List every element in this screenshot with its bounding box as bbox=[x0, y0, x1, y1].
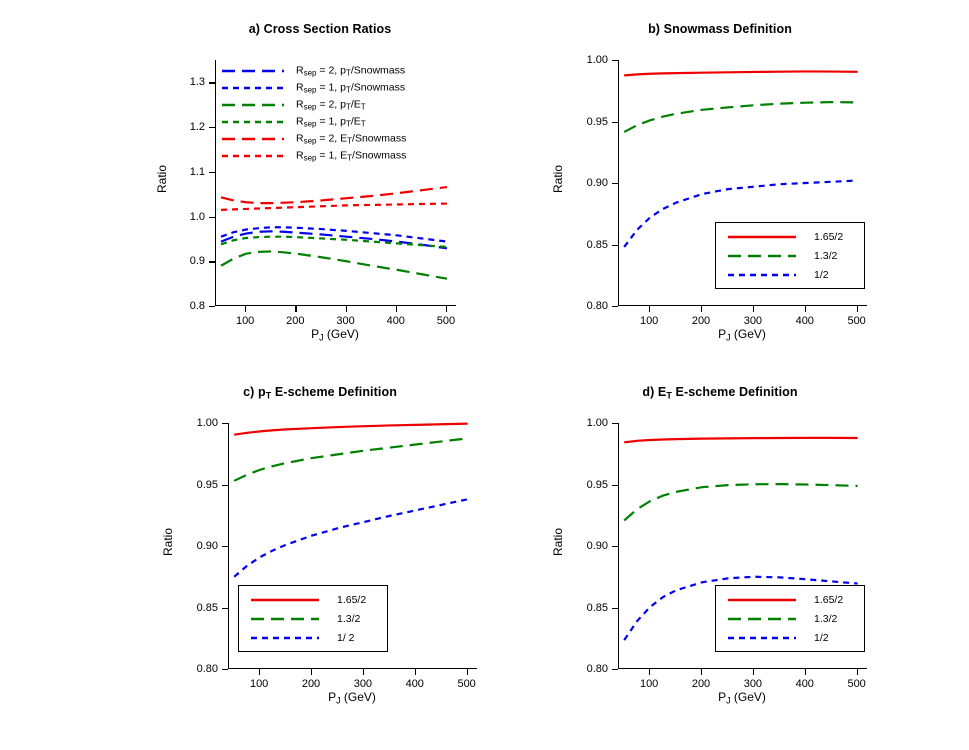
legend-item-label: 1.3/2 bbox=[814, 249, 838, 262]
y-tick-label: 0.80 bbox=[196, 663, 218, 675]
x-tick-label: 400 bbox=[795, 315, 814, 327]
panel-cross-section-ratios bbox=[150, 22, 490, 352]
panel-pt-escheme-definition bbox=[150, 385, 490, 715]
panel-b-legend bbox=[715, 222, 865, 289]
series-line bbox=[624, 71, 857, 75]
y-tick-label: 0.85 bbox=[586, 238, 608, 251]
y-tick-mark bbox=[612, 669, 618, 670]
series-line bbox=[221, 187, 447, 203]
y-tick-mark bbox=[222, 423, 228, 424]
y-tick-label: 0.80 bbox=[586, 300, 608, 312]
legend-item-label: $R_{sep} = 1$, $p_T$/Snowmass bbox=[296, 81, 406, 94]
x-tick-mark bbox=[467, 669, 468, 675]
y-tick-mark bbox=[612, 122, 618, 123]
legend-swatch bbox=[728, 272, 796, 278]
legend-item bbox=[239, 628, 387, 647]
x-tick-label: 400 bbox=[405, 678, 424, 690]
legend-item-label: 1.65/2 bbox=[814, 230, 844, 243]
panel-snowmass-definition bbox=[540, 22, 900, 352]
panel-d-title: d) $E_T$ E-scheme Definition bbox=[642, 385, 798, 401]
legend-swatch bbox=[251, 635, 319, 641]
legend-item-label: $R_{sep} = 2$, $p_T$/Snowmass bbox=[296, 64, 406, 77]
legend-item bbox=[716, 590, 864, 609]
legend-item-label: 1/ 2 bbox=[337, 631, 355, 644]
x-tick-mark bbox=[649, 669, 650, 675]
series-line bbox=[624, 438, 857, 442]
y-tick-mark bbox=[612, 608, 618, 609]
y-tick-label: 0.85 bbox=[196, 601, 218, 614]
x-tick-label: 400 bbox=[795, 678, 814, 690]
panel-et-escheme-definition bbox=[540, 385, 900, 715]
x-tick-mark bbox=[753, 669, 754, 675]
x-tick-label: 300 bbox=[743, 315, 763, 327]
legend-item bbox=[222, 113, 452, 130]
x-tick-mark bbox=[857, 306, 858, 312]
y-tick-mark bbox=[209, 172, 215, 173]
y-tick-label: 1.00 bbox=[586, 54, 608, 66]
x-tick-mark bbox=[805, 669, 806, 675]
x-tick-mark bbox=[701, 669, 702, 675]
x-tick-label: 500 bbox=[457, 678, 476, 690]
y-tick-label: 0.95 bbox=[586, 478, 608, 491]
series-line bbox=[624, 102, 857, 132]
x-tick-mark bbox=[396, 306, 397, 312]
legend-item bbox=[239, 590, 387, 609]
x-tick-mark bbox=[311, 669, 312, 675]
series-line bbox=[624, 484, 857, 520]
x-tick-label: 500 bbox=[847, 678, 866, 690]
panel-c-legend bbox=[238, 585, 388, 652]
panel-b-y-axis-label: Ratio bbox=[551, 164, 566, 194]
y-tick-mark bbox=[222, 669, 228, 670]
x-tick-mark bbox=[805, 306, 806, 312]
legend-item bbox=[716, 246, 864, 265]
legend-item bbox=[716, 227, 864, 246]
panel-a-title: a) Cross Section Ratios bbox=[248, 22, 392, 36]
y-tick-mark bbox=[209, 306, 215, 307]
legend-item-label: 1/2 bbox=[814, 631, 829, 644]
x-tick-mark bbox=[701, 306, 702, 312]
x-tick-mark bbox=[363, 669, 364, 675]
x-tick-label: 300 bbox=[353, 678, 373, 690]
legend-item-label: $R_{sep} = 2$, $p_T/E_T$ bbox=[296, 98, 366, 111]
panel-d-legend bbox=[715, 585, 865, 652]
y-tick-label: 0.90 bbox=[196, 540, 218, 552]
legend-item bbox=[222, 147, 452, 164]
panel-a-legend bbox=[222, 62, 452, 164]
legend-item-label: 1.3/2 bbox=[337, 612, 361, 625]
x-tick-mark bbox=[295, 306, 296, 312]
y-tick-label: 0.9 bbox=[189, 255, 205, 268]
legend-item bbox=[716, 628, 864, 647]
series-line bbox=[221, 251, 447, 278]
legend-item-label: 1.65/2 bbox=[814, 593, 844, 606]
legend-item bbox=[239, 609, 387, 628]
y-tick-mark bbox=[612, 423, 618, 424]
y-tick-label: 1.00 bbox=[586, 417, 608, 429]
panel-a-y-axis-label: Ratio bbox=[155, 164, 170, 194]
y-tick-label: 1.00 bbox=[196, 417, 218, 429]
x-tick-label: 200 bbox=[691, 678, 711, 690]
legend-swatch bbox=[222, 102, 284, 108]
legend-item bbox=[716, 609, 864, 628]
y-tick-mark bbox=[222, 485, 228, 486]
y-tick-label: 0.90 bbox=[586, 540, 608, 552]
y-tick-mark bbox=[209, 217, 215, 218]
legend-swatch bbox=[222, 85, 284, 91]
y-tick-mark bbox=[222, 608, 228, 609]
y-tick-mark bbox=[612, 245, 618, 246]
y-tick-mark bbox=[222, 546, 228, 547]
panel-a-x-axis-label: $P_J$ (GeV) bbox=[311, 327, 359, 343]
legend-item-label: 1.3/2 bbox=[814, 612, 838, 625]
x-tick-label: 400 bbox=[386, 315, 405, 327]
x-tick-mark bbox=[259, 669, 260, 675]
panel-d-y-axis-label: Ratio bbox=[551, 527, 566, 557]
legend-swatch bbox=[728, 616, 796, 622]
x-tick-label: 100 bbox=[235, 315, 255, 327]
panel-b-x-axis-label: $P_J$ (GeV) bbox=[718, 327, 766, 343]
y-tick-label: 0.95 bbox=[586, 115, 608, 128]
panel-c-x-axis-label: $P_J$ (GeV) bbox=[328, 690, 376, 706]
panel-c-title: c) $p_T$ E-scheme Definition bbox=[243, 385, 397, 401]
y-tick-mark bbox=[612, 485, 618, 486]
legend-item-label: $R_{sep} = 1$, $p_T/E_T$ bbox=[296, 115, 366, 128]
series-line bbox=[221, 204, 447, 210]
y-tick-mark bbox=[612, 306, 618, 307]
x-tick-mark bbox=[415, 669, 416, 675]
x-tick-label: 300 bbox=[336, 315, 355, 327]
y-tick-label: 0.95 bbox=[196, 478, 218, 491]
panel-b-title: b) Snowmass Definition bbox=[648, 22, 792, 36]
y-tick-mark bbox=[209, 82, 215, 83]
x-tick-mark bbox=[346, 306, 347, 312]
y-tick-mark bbox=[612, 183, 618, 184]
legend-swatch bbox=[728, 234, 796, 240]
y-tick-label: 1.0 bbox=[189, 210, 205, 223]
y-tick-label: 0.80 bbox=[586, 663, 608, 675]
x-tick-label: 500 bbox=[847, 315, 866, 327]
series-line bbox=[234, 424, 467, 435]
y-tick-label: 1.2 bbox=[189, 121, 205, 134]
legend-swatch bbox=[728, 635, 796, 641]
legend-item-label: $R_{sep} = 2$, $E_T$/Snowmass bbox=[296, 132, 407, 145]
x-tick-label: 100 bbox=[639, 678, 659, 690]
y-tick-label: 0.8 bbox=[189, 300, 205, 312]
legend-swatch bbox=[728, 253, 796, 259]
y-tick-label: 1.3 bbox=[189, 76, 205, 89]
legend-item bbox=[222, 130, 452, 147]
y-tick-mark bbox=[612, 546, 618, 547]
legend-item-label: $R_{sep} = 1$, $E_T$/Snowmass bbox=[296, 149, 407, 162]
legend-swatch bbox=[222, 68, 284, 74]
y-tick-mark bbox=[209, 127, 215, 128]
series-line bbox=[234, 499, 467, 576]
x-tick-label: 200 bbox=[301, 678, 321, 690]
x-tick-label: 500 bbox=[436, 315, 456, 327]
legend-swatch bbox=[222, 153, 284, 159]
series-line bbox=[221, 237, 447, 247]
x-tick-label: 200 bbox=[691, 315, 711, 327]
panel-c-y-axis-label: Ratio bbox=[161, 527, 176, 557]
legend-item-label: 1.65/2 bbox=[337, 593, 367, 606]
x-tick-mark bbox=[446, 306, 447, 312]
legend-swatch bbox=[222, 119, 284, 125]
series-line bbox=[234, 438, 467, 480]
y-tick-mark bbox=[209, 261, 215, 262]
panel-d-x-axis-label: $P_J$ (GeV) bbox=[718, 690, 766, 706]
legend-item bbox=[222, 79, 452, 96]
legend-item-label: 1/2 bbox=[814, 268, 829, 281]
legend-item bbox=[222, 62, 452, 79]
x-tick-mark bbox=[753, 306, 754, 312]
x-tick-mark bbox=[649, 306, 650, 312]
x-tick-label: 200 bbox=[286, 315, 305, 327]
x-tick-label: 100 bbox=[249, 678, 269, 690]
x-tick-mark bbox=[245, 306, 246, 312]
legend-item bbox=[222, 96, 452, 113]
y-tick-label: 1.1 bbox=[189, 165, 205, 178]
y-tick-label: 0.85 bbox=[586, 601, 608, 614]
x-tick-mark bbox=[857, 669, 858, 675]
y-tick-mark bbox=[612, 60, 618, 61]
legend-swatch bbox=[251, 597, 319, 603]
x-tick-label: 100 bbox=[639, 315, 659, 327]
legend-item bbox=[716, 265, 864, 284]
legend-swatch bbox=[728, 597, 796, 603]
x-tick-label: 300 bbox=[743, 678, 763, 690]
y-tick-label: 0.90 bbox=[586, 177, 608, 189]
legend-swatch bbox=[222, 136, 284, 142]
legend-swatch bbox=[251, 616, 319, 622]
